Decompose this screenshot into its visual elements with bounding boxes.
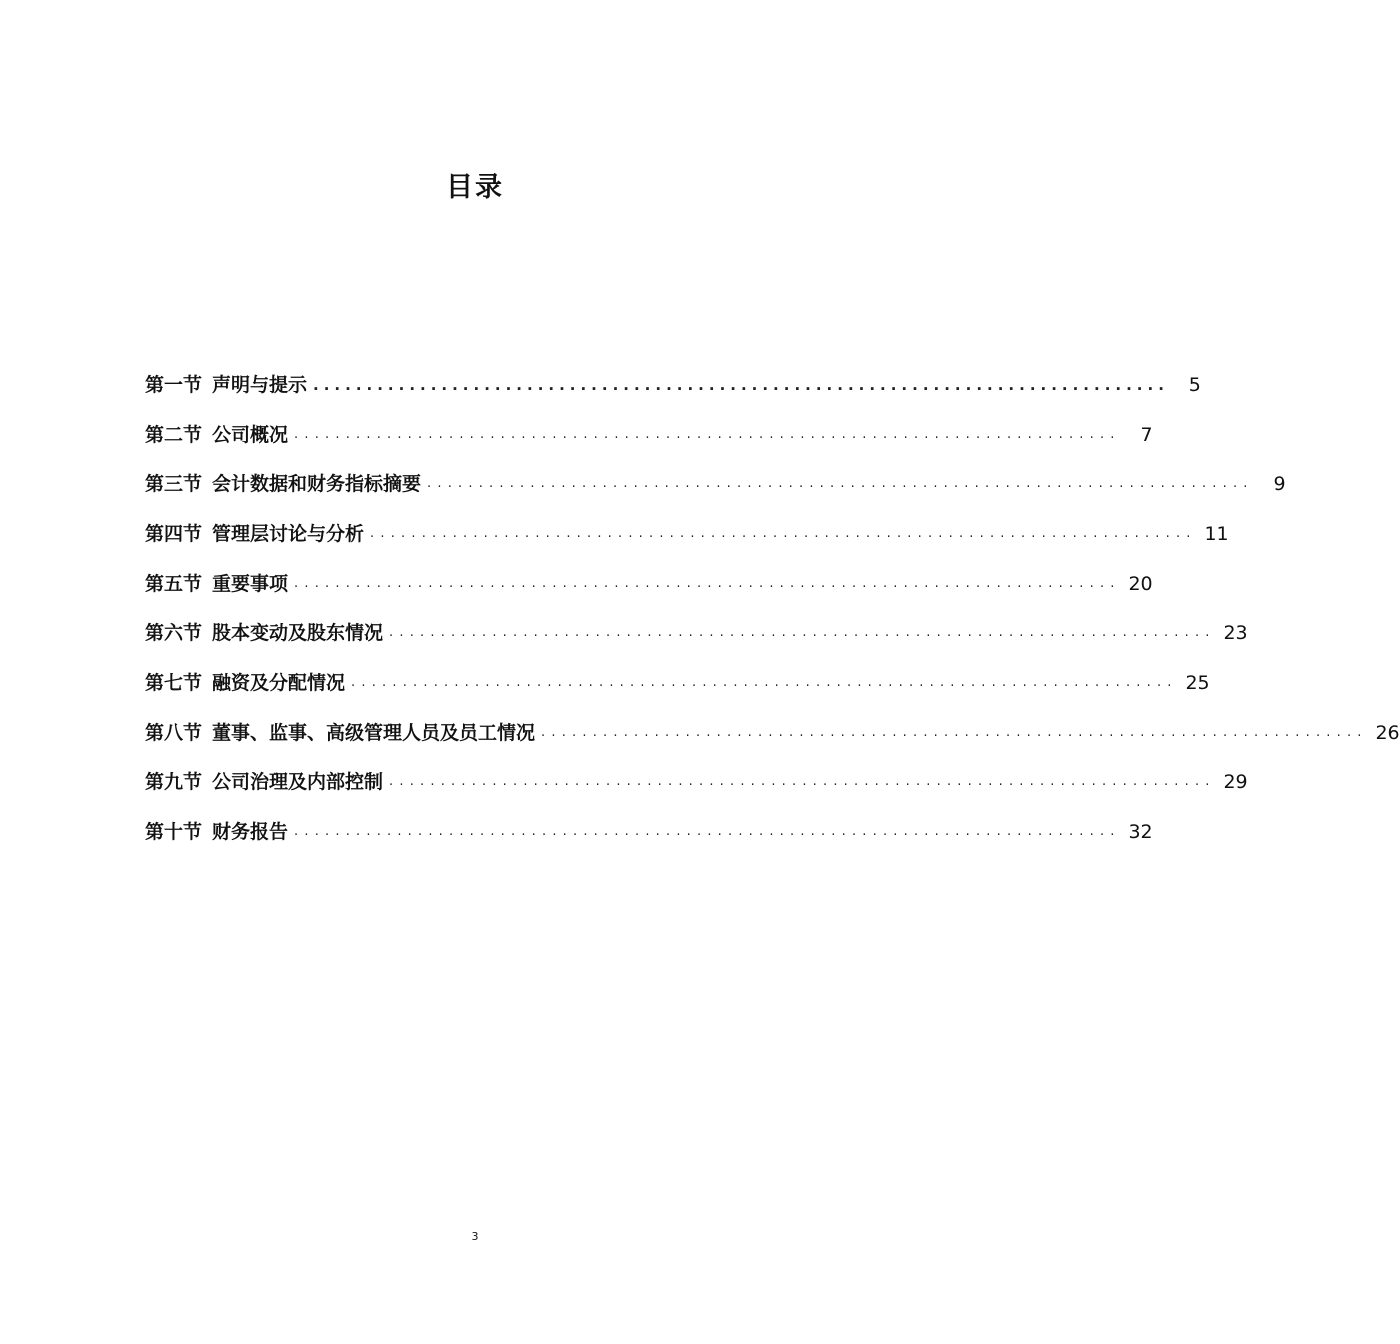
toc-section-title: 财务报告 <box>212 821 289 844</box>
toc-section-title: 融资及分配情况 <box>212 671 346 694</box>
toc-section-number: 第八节 <box>145 721 203 744</box>
toc-section-title: 公司治理及内部控制 <box>212 771 384 794</box>
toc-entry[interactable] <box>145 459 1286 509</box>
toc-dot-leader: ................................................................................ <box>389 625 1216 641</box>
toc-section-number: 第二节 <box>145 423 203 446</box>
toc-section-number: 第十节 <box>145 821 203 844</box>
toc-section-number: 第七节 <box>145 671 203 694</box>
toc-dot-leader: ................................................................................ <box>313 375 1169 394</box>
toc-dot-leader: ................................................................................ <box>370 525 1197 541</box>
footer-page-number: 3 <box>471 1230 479 1243</box>
toc-page-number: 7 <box>1140 423 1153 446</box>
toc-section-title: 股本变动及股东情况 <box>212 622 384 645</box>
toc-page-number: 23 <box>1223 622 1248 645</box>
toc-entry[interactable] <box>145 807 1153 857</box>
toc-section-title: 董事、监事、高级管理人员及员工情况 <box>212 721 536 744</box>
toc-section-title: 管理层讨论与分析 <box>212 522 365 545</box>
table-of-contents <box>145 360 1400 857</box>
toc-entry[interactable] <box>145 658 1210 708</box>
toc-section-number: 第六节 <box>145 622 203 645</box>
toc-page-number: 29 <box>1223 771 1248 794</box>
toc-dot-leader: ................................................................................ <box>389 774 1216 790</box>
toc-entry[interactable] <box>145 559 1153 609</box>
toc-page-number: 32 <box>1128 821 1153 844</box>
toc-dot-leader: ................................................................................ <box>351 674 1178 690</box>
toc-dot-leader: ................................................................................ <box>294 575 1121 591</box>
toc-entry[interactable] <box>145 360 1201 410</box>
toc-page-number: 26 <box>1375 721 1400 744</box>
toc-section-title: 会计数据和财务指标摘要 <box>212 473 422 496</box>
toc-page-number: 9 <box>1273 473 1286 496</box>
toc-section-title: 重要事项 <box>212 572 289 595</box>
toc-section-number: 第三节 <box>145 473 203 496</box>
toc-dot-leader: ................................................................................ <box>427 476 1254 492</box>
toc-section-number: 第四节 <box>145 522 203 545</box>
toc-page-number: 20 <box>1128 572 1153 595</box>
toc-section-number: 第九节 <box>145 771 203 794</box>
toc-entry[interactable] <box>145 758 1248 808</box>
toc-page-number: 25 <box>1185 671 1210 694</box>
page-title: 目录 <box>446 172 504 203</box>
toc-section-title: 公司概况 <box>212 423 289 446</box>
toc-section-title: 声明与提示 <box>212 373 308 396</box>
toc-page-number: 5 <box>1188 373 1201 396</box>
toc-entry[interactable] <box>145 608 1248 658</box>
toc-entry[interactable] <box>145 410 1153 460</box>
toc-page-number: 11 <box>1204 522 1229 545</box>
toc-dot-leader: ................................................................................ <box>294 824 1121 840</box>
toc-entry[interactable] <box>145 509 1229 559</box>
toc-dot-leader: ................................................................................ <box>541 724 1368 740</box>
toc-dot-leader: ................................................................................ <box>294 426 1121 442</box>
toc-section-number: 第一节 <box>145 373 203 396</box>
toc-entry[interactable] <box>145 708 1400 758</box>
toc-section-number: 第五节 <box>145 572 203 595</box>
